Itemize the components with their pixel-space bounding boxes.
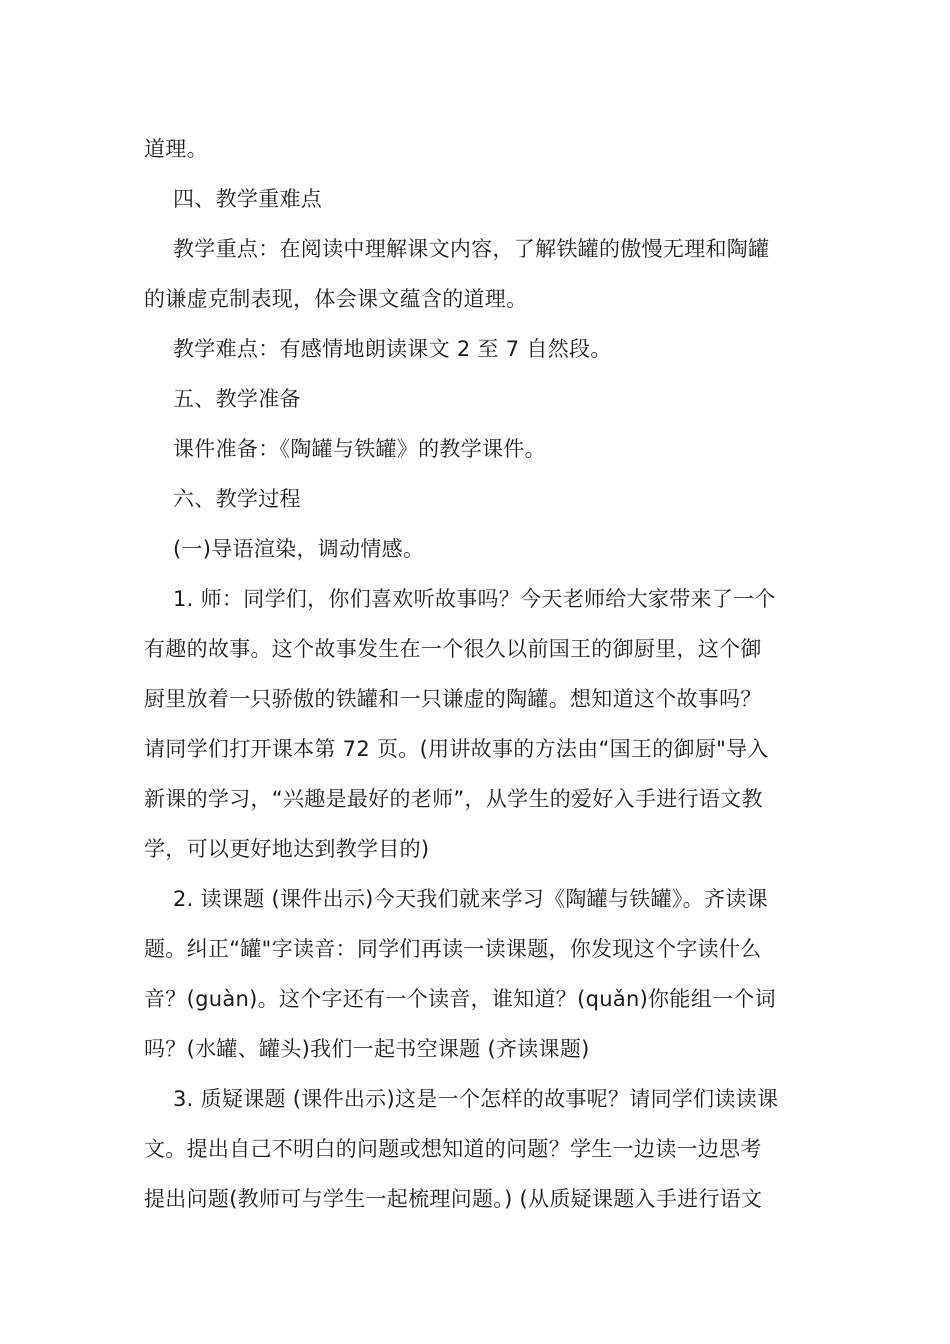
section-heading: 六、教学过程 bbox=[173, 487, 301, 511]
section-heading: 五、教学准备 bbox=[173, 387, 301, 411]
text-line: 3. 质疑课题 (课件出示)这是一个怎样的故事呢？请同学们读读课 bbox=[173, 1087, 779, 1111]
text-line: 吗？(水罐、罐头)我们一起书空课题 (齐读课题) bbox=[144, 1037, 590, 1061]
document-page bbox=[144, 124, 808, 1224]
text-line: 1. 师：同学们，你们喜欢听故事吗？今天老师给大家带来了一个 bbox=[173, 587, 776, 611]
text-line: 课件准备：《陶罐与铁罐》的教学课件。 bbox=[173, 437, 546, 461]
text-line: 提出问题(教师可与学生一起梳理问题。) (从质疑课题入手进行语文 bbox=[144, 1187, 763, 1211]
text-line: 教学重点：在阅读中理解课文内容，了解铁罐的傲慢无理和陶罐 bbox=[173, 237, 770, 261]
text-line: 音？(guàn)。这个字还有一个读音，谁知道？(quǎn)你能组一个词 bbox=[144, 987, 776, 1011]
text-line: 教学难点：有感情地朗读课文 2 至 7 自然段。 bbox=[173, 337, 612, 361]
subsection-heading: (一)导语渲染，调动情感。 bbox=[173, 537, 425, 561]
text-line: 厨里放着一只骄傲的铁罐和一只谦虚的陶罐。想知道这个故事吗？ bbox=[144, 687, 762, 711]
text-line: 新课的学习，“兴趣是最好的老师”，从学生的爱好入手进行语文教 bbox=[144, 787, 763, 811]
text-line: 请同学们打开课本第 72 页。(用讲故事的方法由“国王的御厨"导入 bbox=[144, 737, 769, 761]
text-line: 文。提出自己不明白的问题或想知道的问题？学生一边读一边思考 bbox=[144, 1137, 762, 1161]
text-line: 有趣的故事。这个故事发生在一个很久以前国王的御厨里，这个御 bbox=[144, 637, 762, 661]
text-line: 题。纠正“罐"字读音：同学们再读一读课题，你发现这个字读什么 bbox=[144, 937, 762, 961]
text-line: 道理。 bbox=[144, 137, 208, 161]
text-line: 学，可以更好地达到教学目的) bbox=[144, 837, 430, 861]
section-heading: 四、教学重难点 bbox=[173, 187, 323, 211]
text-line: 2. 读课题 (课件出示)今天我们就来学习《陶罐与铁罐》。齐读课 bbox=[173, 887, 768, 911]
text-line: 的谦虚克制表现，体会课文蕴含的道理。 bbox=[144, 287, 528, 311]
